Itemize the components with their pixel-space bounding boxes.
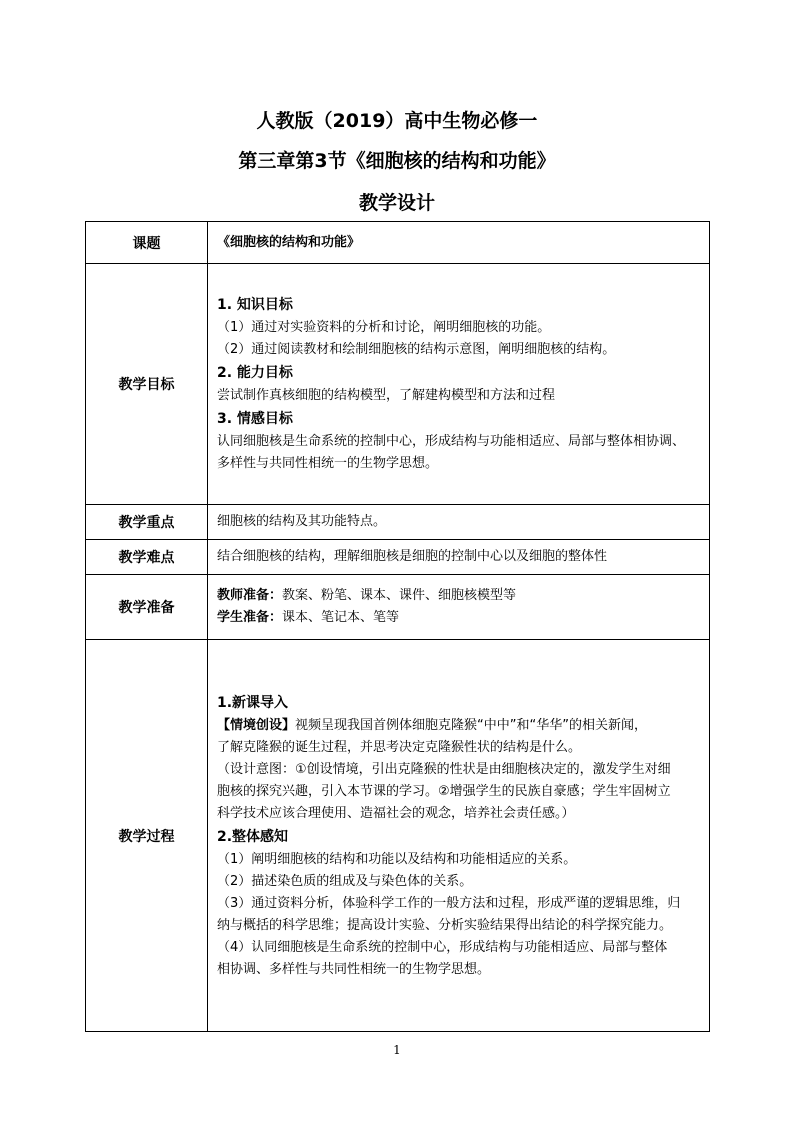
overview-item-4a: （4）认同细胞核是生命系统的控制中心，形成结构与功能相适应、局部与整体 (217, 939, 668, 955)
document-type-title: 教学设计 (358, 192, 435, 214)
student-prep-value: 课本、笔记本、笔等 (282, 610, 400, 625)
teacher-prep-value: 教案、粉笔、课本、课件、细胞核模型等 (282, 588, 517, 603)
page-number: 1 (393, 1043, 401, 1057)
overview-item-1: （1）阐明细胞核的结构和功能以及结构和功能相适应的关系。 (217, 851, 577, 867)
emotion-line-1: 认同细胞核是生命系统的控制中心，形成结构与功能相适应、局部与整体相协调、 (217, 434, 686, 449)
student-prep-label: 学生准备： (217, 610, 283, 625)
emotion-heading: 3. 情感目标 (217, 411, 293, 427)
difficulty-label: 教学难点 (86, 540, 208, 575)
ability-heading: 2. 能力目标 (217, 365, 293, 381)
difficulty-text: 结合细胞核的结构，理解细胞核是细胞的控制中心以及细胞的整体性 (217, 549, 608, 564)
key-point-label: 教学重点 (86, 505, 208, 540)
design-intent-line-1: （设计意图：①创设情境，引出克隆猴的性状是由细胞核决定的，激发学生对细 (217, 761, 671, 777)
scene-line-1 (217, 715, 701, 737)
topic-label: 课题 (86, 222, 208, 264)
student-preparation (217, 607, 701, 629)
key-point-content (208, 505, 710, 540)
document-subtitle: 第三章第3节《细胞核的结构和功能》 (238, 150, 556, 172)
preparation-label: 教学准备 (86, 575, 208, 640)
scene-label: 【情境创设】 (217, 717, 296, 733)
intro-heading: 1.新课导入 (217, 694, 289, 711)
objectives-label: 教学目标 (86, 264, 208, 505)
design-intent-line-2: 胞核的探究兴趣，引入本节课的学习。②增强学生的民族自豪感；学生牢固树立 (217, 783, 671, 799)
process-content (208, 640, 710, 1032)
topic-row (86, 222, 710, 264)
knowledge-heading: 1. 知识目标 (217, 297, 293, 313)
teacher-preparation (217, 585, 701, 607)
knowledge-item-2: （2）通过阅读教材和绘制细胞核的结构示意图，阐明细胞核的结构。 (217, 342, 616, 357)
ability-item-1: 尝试制作真核细胞的结构模型，了解建构模型和方法和过程 (217, 388, 556, 403)
overview-heading: 2.整体感知 (217, 828, 289, 845)
overview-item-3a: （3）通过资料分析，体验科学工作的一般方法和过程，形成严谨的逻辑思维，归 (217, 895, 681, 911)
design-intent-line-3: 科学技术应该合理使用、造福社会的观念，培养社会责任感。） (217, 805, 575, 821)
difficulty-row (86, 540, 710, 575)
knowledge-item-1: （1）通过对实验资料的分析和讨论，阐明细胞核的功能。 (217, 320, 551, 335)
overview-item-2: （2）描述染色质的组成及与染色体的关系。 (217, 873, 473, 889)
scene-line-2: 了解克隆猴的诞生过程，并思考决定克隆猴性状的结构是什么。 (217, 739, 582, 755)
scene-text-1: 视频呈现我国首例体细胞克隆猴“中中”和“华华”的相关新闻， (295, 717, 647, 733)
key-point-text: 细胞核的结构及其功能特点。 (217, 514, 387, 529)
emotion-line-2: 多样性与共同性相统一的生物学思想。 (217, 456, 439, 471)
document-title: 人教版（2019）高中生物必修一 (256, 110, 538, 132)
topic-value (208, 222, 710, 264)
process-row (86, 640, 710, 1032)
process-label: 教学过程 (86, 640, 208, 1032)
objectives-row (86, 264, 710, 505)
objectives-content (208, 264, 710, 505)
teacher-prep-label: 教师准备： (217, 588, 283, 603)
overview-item-4b: 相协调、多样性与共同性相统一的生物学思想。 (217, 961, 491, 977)
lesson-plan-table (85, 221, 710, 1032)
topic-text: 《细胞核的结构和功能》 (217, 234, 361, 250)
preparation-row (86, 575, 710, 640)
difficulty-content (208, 540, 710, 575)
overview-item-3b: 纳与概括的科学思维；提高设计实验、分析实验结果得出结论的科学探究能力。 (217, 917, 673, 933)
key-point-row (86, 505, 710, 540)
preparation-content (208, 575, 710, 640)
